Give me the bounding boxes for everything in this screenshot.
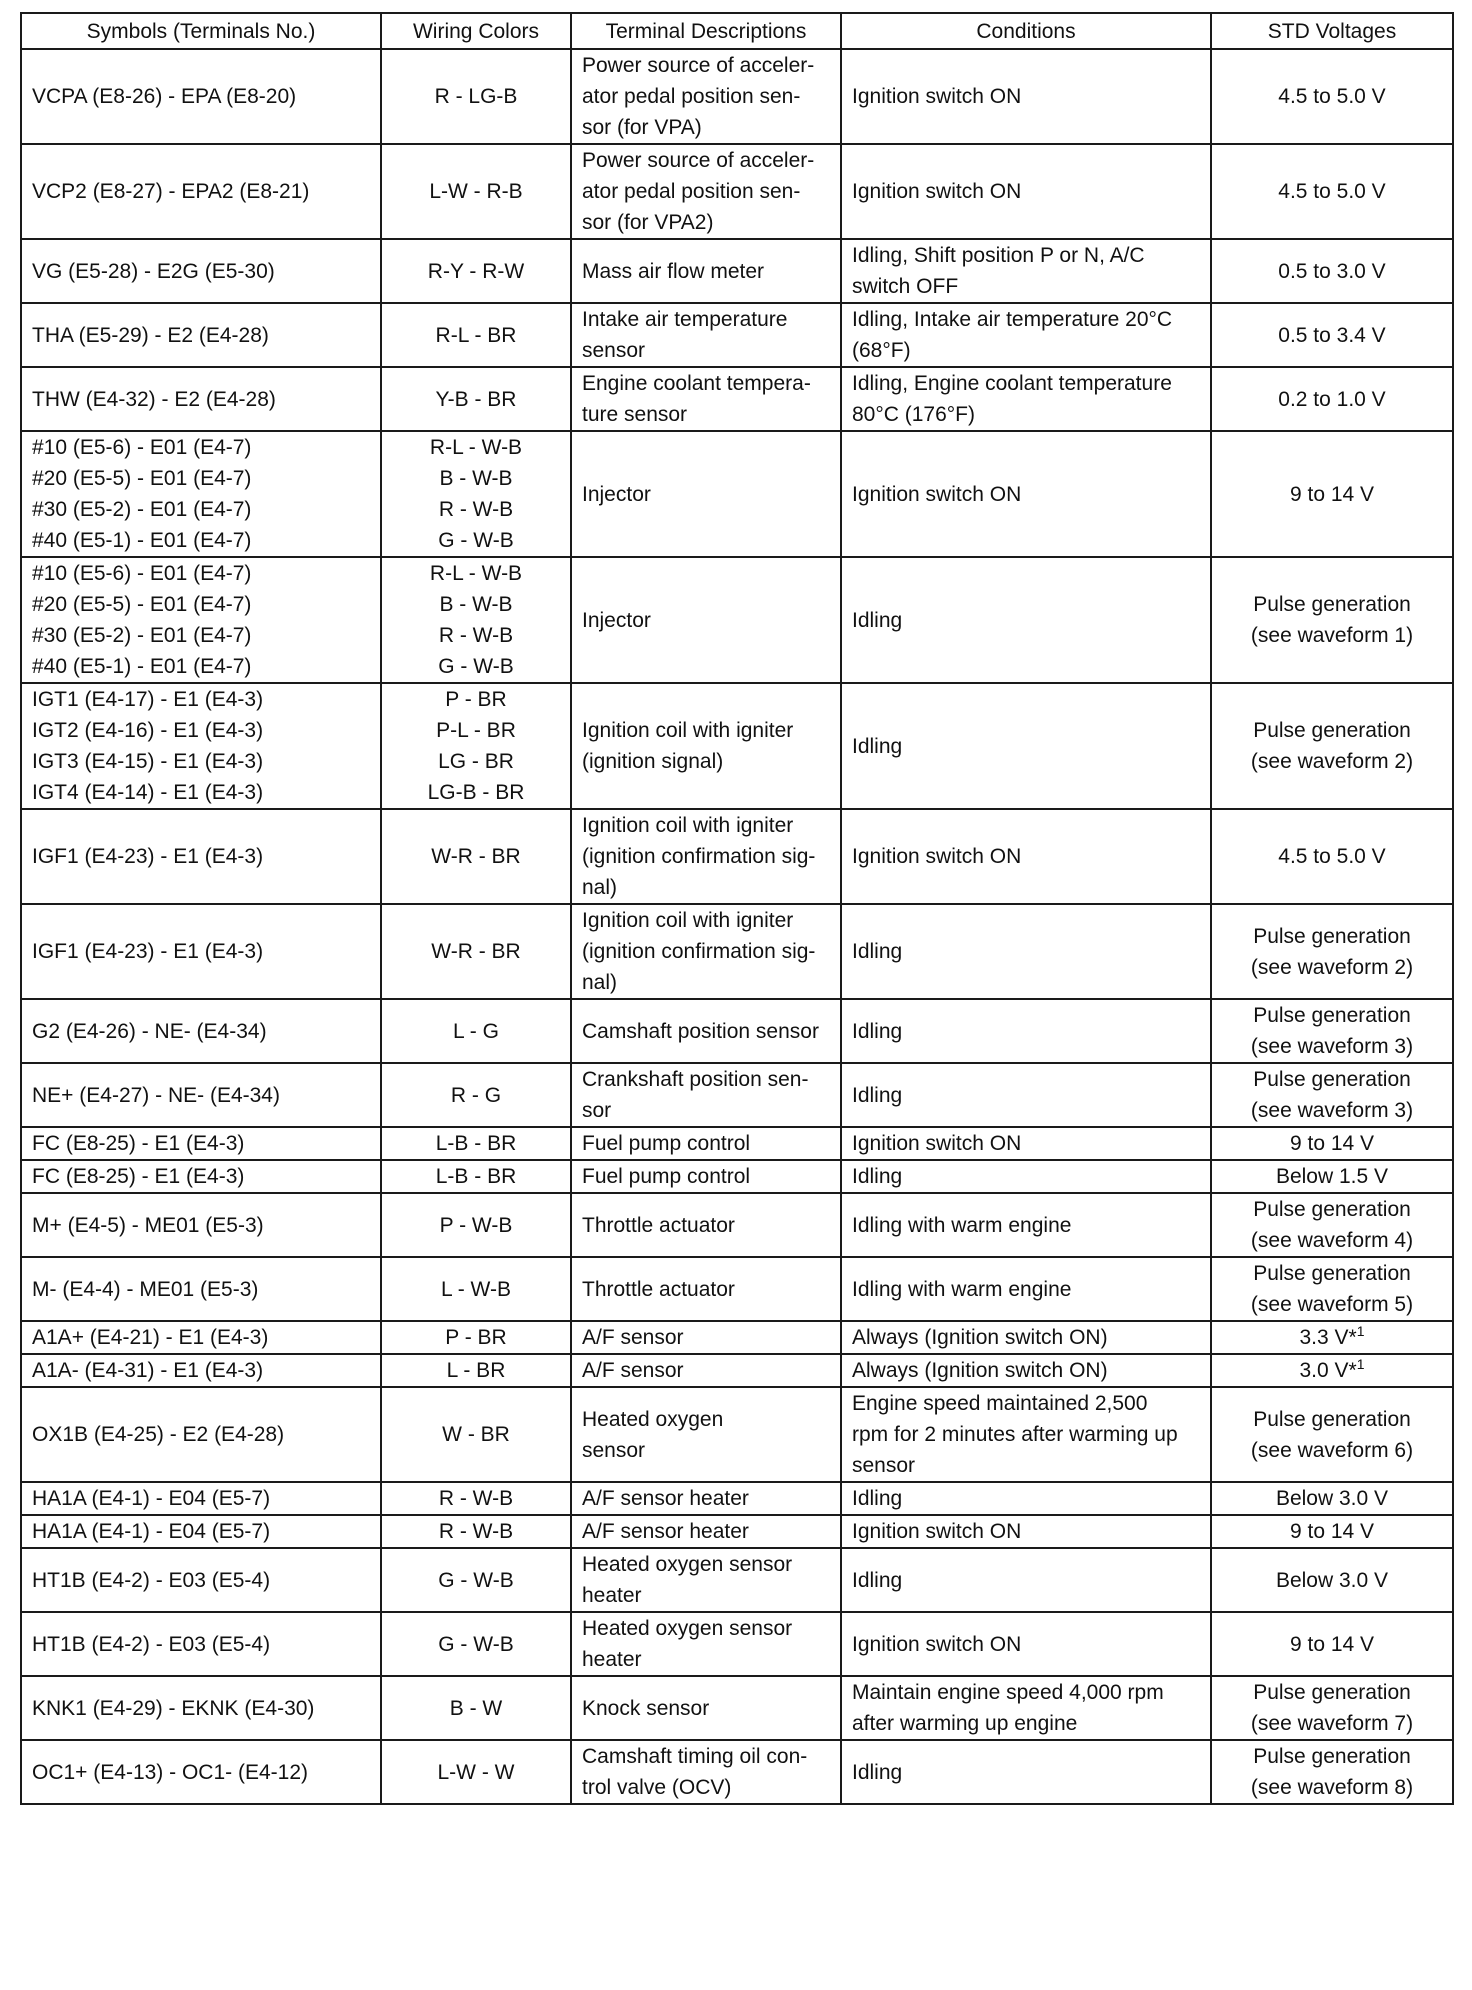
symbol-cell-text: FC (E8-25) - E1 (E4-3) [32,1132,245,1155]
symbol-cell [21,1612,381,1676]
std-voltage-cell [1211,1063,1453,1127]
symbol-cell [21,1257,381,1321]
symbol-cell [21,1354,381,1387]
condition-cell [841,239,1211,303]
condition-cell [841,1354,1211,1387]
terminal-description-cell [571,1515,841,1548]
terminal-description-cell-text: Throttle actuator [582,1213,735,1237]
terminal-description-cell-text: A/F sensor heater [582,1520,749,1543]
table-row [21,1321,1453,1354]
std-voltage-cell-text: 0.5 to 3.0 V [1278,259,1386,283]
table-row [21,1160,1453,1193]
symbol-cell [21,367,381,431]
condition-cell [841,999,1211,1063]
condition-cell [841,144,1211,239]
std-voltage-cell [1211,431,1453,557]
wiring-color-cell [381,239,571,303]
terminal-description-cell [571,49,841,144]
wiring-color-cell [381,49,571,144]
wiring-color-cell-text: L-W - R-B [429,180,523,203]
terminal-description-cell [571,1063,841,1127]
terminal-description-cell-text: A/F sensor [582,1359,684,1382]
wiring-color-cell-text: R - W-B [438,1487,514,1510]
terminal-description-cell [571,1257,841,1321]
symbol-cell-text: #10 (E5-6) - E01 (E4-7) #20 (E5-5) - E01 (E4-7) #30 (E5-2) - E01 (E4-7) #40 (E5-1) - E01 (E4-7) [32,562,252,678]
std-voltage-cell-text: 9 to 14 V [1289,482,1375,506]
symbol-cell [21,557,381,683]
terminal-description-cell-text: Ignition coil with igniter (ignition signal) [582,719,794,773]
std-voltage-cell-text: Pulse generation (see waveform 3) [1250,1068,1414,1122]
std-voltage-cell-text: 4.5 to 5.0 V [1278,180,1386,203]
table-header [21,13,1453,49]
terminal-description-cell-text: Crankshaft position sen- sor [582,1068,809,1122]
terminal-description-cell-text: Fuel pump control [582,1165,751,1188]
wiring-color-cell [381,557,571,683]
symbol-cell-text: #10 (E5-6) - E01 (E4-7) #20 (E5-5) - E01 (E4-7) #30 (E5-2) - E01 (E4-7) #40 (E5-1) - E01 (E4-7) [32,436,252,552]
table-row [21,809,1453,904]
std-voltage-cell-text: Pulse generation (see waveform 5) [1250,1262,1414,1316]
terminal-description-cell [571,303,841,367]
wiring-color-cell-text: L - BR [446,1359,506,1382]
std-voltage-cell [1211,683,1453,809]
terminal-description-cell [571,1740,841,1804]
symbol-cell-text: KNK1 (E4-29) - EKNK (E4-30) [32,1696,315,1720]
wiring-color-cell [381,1321,571,1354]
condition-cell-text: Idling, Shift position P or N, A/C switch OFF [852,244,1145,298]
terminal-voltage-table [20,12,1454,1805]
table-row [21,1354,1453,1387]
terminal-description-cell-text: Ignition coil with igniter (ignition confirmation sig- nal) [582,814,816,899]
condition-cell-text: Idling, Engine coolant temperature 80°C (176°F) [852,372,1172,426]
condition-cell-text: Idling, Intake air temperature 20°C (68°F) [852,308,1173,362]
terminal-description-cell [571,1612,841,1676]
condition-cell [841,1612,1211,1676]
std-voltage-cell [1211,144,1453,239]
header-terminal-descriptions: Terminal Descriptions [571,13,841,49]
condition-cell [841,1321,1211,1354]
table-row [21,49,1453,144]
std-voltage-cell-text: 9 to 14 V [1289,1132,1375,1155]
terminal-description-cell-text: A/F sensor heater [582,1487,749,1510]
symbol-cell-text: FC (E8-25) - E1 (E4-3) [32,1165,245,1188]
std-voltage-cell-text: Pulse generation (see waveform 3) [1250,1004,1414,1058]
terminal-description-cell [571,904,841,999]
std-voltage-cell [1211,809,1453,904]
wiring-color-cell-text: R-L - BR [435,323,517,347]
condition-cell-text: Idling [852,1083,903,1107]
header-row [21,13,1453,49]
wiring-color-cell-text: L-W - W [437,1760,515,1784]
table-row [21,431,1453,557]
std-voltage-cell [1211,303,1453,367]
condition-cell-text: Idling with warm engine [852,1213,1072,1237]
symbol-cell-text: IGF1 (E4-23) - E1 (E4-3) [32,940,264,963]
condition-cell [841,1063,1211,1127]
wiring-color-cell [381,1193,571,1257]
condition-cell [841,557,1211,683]
wiring-color-cell-text: W-R - BR [431,940,521,963]
wiring-color-cell [381,367,571,431]
std-voltage-cell [1211,239,1453,303]
condition-cell [841,1257,1211,1321]
symbol-cell [21,1676,381,1740]
terminal-description-cell-text: Intake air temperature sensor [582,308,788,362]
std-voltage-cell [1211,1515,1453,1548]
symbol-cell-text: IGF1 (E4-23) - E1 (E4-3) [32,845,264,868]
terminal-description-cell [571,1676,841,1740]
std-voltage-cell [1211,1676,1453,1740]
std-voltage-cell-text: Below 1.5 V [1275,1165,1389,1188]
std-voltage-cell-text: 0.2 to 1.0 V [1278,387,1386,411]
symbol-cell-text: A1A- (E4-31) - E1 (E4-3) [32,1359,264,1382]
condition-cell-text: Always (Ignition switch ON) [852,1326,1108,1349]
terminal-description-cell-text: Ignition coil with igniter (ignition confirmation sig- nal) [582,909,816,994]
terminal-description-cell [571,557,841,683]
terminal-description-cell-text: Mass air flow meter [582,259,765,283]
symbol-cell [21,49,381,144]
terminal-description-cell [571,1321,841,1354]
symbol-cell [21,1063,381,1127]
terminal-description-cell-text: Camshaft position sensor [582,1019,819,1043]
std-voltage-cell-text: Below 3.0 V [1275,1487,1389,1510]
terminal-description-cell [571,1160,841,1193]
condition-cell-text: Idling [852,940,903,963]
std-voltage-cell [1211,1482,1453,1515]
terminal-description-cell-text: Heated oxygen sensor [582,1407,724,1462]
footnote-marker: 1 [1356,1323,1365,1339]
condition-cell-text: Idling [852,1487,903,1510]
footnote-marker: 1 [1356,1356,1365,1372]
condition-cell [841,1548,1211,1612]
condition-cell-text: Ignition switch ON [852,482,1022,506]
table-row [21,557,1453,683]
symbol-cell [21,1127,381,1160]
symbol-cell [21,431,381,557]
terminal-description-cell-text: Injector [582,608,651,632]
wiring-color-cell [381,1612,571,1676]
condition-cell-text: Idling [852,608,903,632]
std-voltage-cell [1211,1257,1453,1321]
symbol-cell [21,1740,381,1804]
symbol-cell-text: OC1+ (E4-13) - OC1- (E4-12) [32,1760,308,1784]
wiring-color-cell [381,1676,571,1740]
wiring-color-cell-text: R-L - W-B B - W-B R - W-B G - W-B [429,436,523,552]
condition-cell [841,49,1211,144]
condition-cell-text: Maintain engine speed 4,000 rpm after warming up engine [852,1681,1164,1735]
table-row [21,1387,1453,1482]
symbol-cell-text: HA1A (E4-1) - E04 (E5-7) [32,1520,271,1543]
condition-cell-text: Ignition switch ON [852,845,1022,868]
terminal-description-cell [571,809,841,904]
std-voltage-cell [1211,1193,1453,1257]
symbol-cell [21,1193,381,1257]
wiring-color-cell [381,1740,571,1804]
condition-cell [841,683,1211,809]
wiring-color-cell [381,1482,571,1515]
wiring-color-cell-text: L - G [453,1019,499,1043]
symbol-cell-text: THW (E4-32) - E2 (E4-28) [32,387,276,411]
std-voltage-cell [1211,999,1453,1063]
header-std-voltages: STD Voltages [1211,13,1453,49]
wiring-color-cell-text: L - W-B [440,1277,511,1301]
condition-cell-text: Ignition switch ON [852,1132,1022,1155]
wiring-color-cell-text: B - W [449,1696,503,1720]
table-row [21,1740,1453,1804]
table-row [21,683,1453,809]
symbol-cell-text: M+ (E4-5) - ME01 (E5-3) [32,1213,264,1237]
symbol-cell [21,904,381,999]
terminal-description-cell-text: Heated oxygen sensor heater [582,1617,793,1671]
std-voltage-cell-text: Below 3.0 V [1275,1568,1389,1592]
condition-cell [841,1482,1211,1515]
terminal-description-cell-text: Knock sensor [582,1696,710,1720]
wiring-color-cell-text: R-L - W-B B - W-B R - W-B G - W-B [429,562,523,678]
table-row [21,367,1453,431]
condition-cell [841,431,1211,557]
std-voltage-cell [1211,1740,1453,1804]
wiring-color-cell-text: P - W-B [439,1213,513,1237]
symbol-cell-text: THA (E5-29) - E2 (E4-28) [32,323,269,347]
symbol-cell-text: HT1B (E4-2) - E03 (E5-4) [32,1568,271,1592]
terminal-description-cell [571,1354,841,1387]
condition-cell [841,904,1211,999]
symbol-cell-text: G2 (E4-26) - NE- (E4-34) [32,1019,267,1043]
condition-cell [841,1160,1211,1193]
table-row [21,1257,1453,1321]
wiring-color-cell [381,303,571,367]
wiring-color-cell-text: Y-B - BR [435,387,517,411]
wiring-color-cell [381,904,571,999]
wiring-color-cell-text: G - W-B [438,1632,514,1656]
header-wiring-colors: Wiring Colors [381,13,571,49]
std-voltage-cell [1211,1127,1453,1160]
std-voltage-cell-text: 3.3 V* [1299,1326,1357,1349]
terminal-description-cell-text: Camshaft timing oil con- trol valve (OCV) [582,1745,808,1799]
header-conditions: Conditions [841,13,1211,49]
condition-cell-text: Engine speed maintained 2,500 rpm for 2 minutes after warming up sensor [852,1392,1178,1477]
wiring-color-cell-text: G - W-B [438,1568,514,1592]
table-row [21,239,1453,303]
wiring-color-cell [381,431,571,557]
terminal-description-cell-text: Injector [582,482,651,506]
symbol-cell-text: VCP2 (E8-27) - EPA2 (E8-21) [32,180,310,203]
condition-cell [841,1676,1211,1740]
symbol-cell [21,303,381,367]
std-voltage-cell [1211,904,1453,999]
std-voltage-cell [1211,1354,1453,1387]
terminal-description-cell [571,1548,841,1612]
terminal-description-cell-text: Fuel pump control [582,1132,751,1155]
terminal-description-cell-text: Power source of acceler- ator pedal position sen- sor (for VPA) [582,54,815,139]
wiring-color-cell [381,1127,571,1160]
wiring-color-cell [381,1257,571,1321]
std-voltage-cell [1211,1321,1453,1354]
symbol-cell-text: NE+ (E4-27) - NE- (E4-34) [32,1083,280,1107]
condition-cell-text: Ignition switch ON [852,180,1022,203]
condition-cell [841,1127,1211,1160]
condition-cell [841,1740,1211,1804]
std-voltage-cell-text: Pulse generation (see waveform 2) [1250,924,1414,979]
std-voltage-cell [1211,49,1453,144]
condition-cell-text: Idling with warm engine [852,1277,1072,1301]
symbol-cell [21,1160,381,1193]
terminal-description-cell-text: Power source of acceler- ator pedal position sen- sor (for VPA2) [582,149,815,234]
condition-cell-text: Idling [852,734,903,758]
symbol-cell [21,1321,381,1354]
condition-cell [841,809,1211,904]
condition-cell-text: Ignition switch ON [852,1520,1022,1543]
wiring-color-cell-text: L-B - BR [435,1165,517,1188]
std-voltage-cell [1211,1548,1453,1612]
table-body [21,49,1453,1804]
wiring-color-cell [381,1063,571,1127]
wiring-color-cell [381,1515,571,1548]
std-voltage-cell-text: Pulse generation (see waveform 6) [1250,1407,1414,1462]
symbol-cell-text: M- (E4-4) - ME01 (E5-3) [32,1277,259,1301]
symbol-cell [21,809,381,904]
condition-cell-text: Idling [852,1019,903,1043]
wiring-color-cell [381,1354,571,1387]
wiring-color-cell-text: R - LG-B [434,85,518,108]
condition-cell-text: Idling [852,1760,903,1784]
terminal-description-cell [571,1482,841,1515]
symbol-cell [21,1387,381,1482]
wiring-color-cell [381,144,571,239]
condition-cell [841,303,1211,367]
symbol-cell [21,1548,381,1612]
terminal-description-cell [571,431,841,557]
std-voltage-cell-text: 0.5 to 3.4 V [1278,323,1386,347]
terminal-description-cell-text: A/F sensor [582,1326,684,1349]
table-row [21,1612,1453,1676]
std-voltage-cell-text: Pulse generation (see waveform 1) [1250,593,1414,647]
terminal-description-cell [571,239,841,303]
std-voltage-cell-text: 3.0 V* [1299,1359,1357,1382]
std-voltage-cell-text: 4.5 to 5.0 V [1278,85,1386,108]
symbol-cell-text: HT1B (E4-2) - E03 (E5-4) [32,1632,271,1656]
std-voltage-cell [1211,367,1453,431]
table-row [21,1515,1453,1548]
std-voltage-cell-text: 4.5 to 5.0 V [1278,845,1386,868]
condition-cell-text: Always (Ignition switch ON) [852,1359,1108,1382]
header-symbols: Symbols (Terminals No.) [21,13,381,49]
terminal-description-cell [571,1387,841,1482]
std-voltage-cell-text: Pulse generation (see waveform 2) [1250,719,1414,773]
terminal-description-cell [571,683,841,809]
wiring-color-cell [381,1387,571,1482]
table-row [21,1676,1453,1740]
terminal-description-cell-text: Heated oxygen sensor heater [582,1553,793,1607]
symbol-cell-text: HA1A (E4-1) - E04 (E5-7) [32,1487,271,1510]
condition-cell-text: Ignition switch ON [852,1632,1022,1656]
wiring-color-cell-text: R-Y - R-W [427,259,525,283]
symbol-cell [21,144,381,239]
table-row [21,1063,1453,1127]
std-voltage-cell-text: 9 to 14 V [1289,1632,1375,1656]
terminal-description-cell [571,1127,841,1160]
terminal-description-cell [571,144,841,239]
symbol-cell-text: OX1B (E4-25) - E2 (E4-28) [32,1423,285,1446]
symbol-cell [21,1482,381,1515]
condition-cell [841,367,1211,431]
wiring-color-cell-text: W - BR [442,1423,510,1446]
wiring-color-cell-text: P - BR P-L - BR LG - BR LG-B - BR [427,688,525,804]
condition-cell [841,1193,1211,1257]
wiring-color-cell-text: W-R - BR [431,845,521,868]
std-voltage-cell-text: Pulse generation (see waveform 7) [1250,1681,1414,1735]
condition-cell-text: Idling [852,1165,903,1188]
condition-cell [841,1515,1211,1548]
std-voltage-cell [1211,1160,1453,1193]
wiring-color-cell-text: P - BR [445,1326,507,1349]
wiring-color-cell-text: L-B - BR [435,1132,517,1155]
wiring-color-cell-text: R - G [450,1083,502,1107]
table-row [21,1548,1453,1612]
symbol-cell-text: IGT1 (E4-17) - E1 (E4-3) IGT2 (E4-16) - E1 (E4-3) IGT3 (E4-15) - E1 (E4-3) IGT4 (E4-14) - E1 (E4-3) [32,688,264,804]
terminal-description-cell [571,367,841,431]
condition-cell-text: Ignition switch ON [852,85,1022,108]
std-voltage-cell [1211,1612,1453,1676]
symbol-cell-text: VCPA (E8-26) - EPA (E8-20) [32,85,297,108]
wiring-color-cell [381,1160,571,1193]
wiring-color-cell-text: R - W-B [438,1520,514,1543]
wiring-color-cell [381,999,571,1063]
terminal-description-cell [571,999,841,1063]
symbol-cell-text: VG (E5-28) - E2G (E5-30) [32,259,275,283]
std-voltage-cell-text: Pulse generation (see waveform 4) [1250,1198,1414,1252]
symbol-cell [21,239,381,303]
std-voltage-cell-text: Pulse generation (see waveform 8) [1250,1745,1414,1799]
wiring-color-cell [381,683,571,809]
table-row [21,1193,1453,1257]
symbol-cell [21,1515,381,1548]
std-voltage-cell [1211,557,1453,683]
symbol-cell [21,683,381,809]
condition-cell-text: Idling [852,1568,903,1592]
symbol-cell-text: A1A+ (E4-21) - E1 (E4-3) [32,1326,269,1349]
condition-cell [841,1387,1211,1482]
table-row [21,904,1453,999]
table-row [21,144,1453,239]
table-row [21,303,1453,367]
symbol-cell [21,999,381,1063]
table-row [21,999,1453,1063]
table-row [21,1127,1453,1160]
wiring-color-cell [381,1548,571,1612]
terminal-description-cell-text: Throttle actuator [582,1277,735,1301]
std-voltage-cell [1211,1387,1453,1482]
table-row [21,1482,1453,1515]
wiring-color-cell [381,809,571,904]
terminal-description-cell [571,1193,841,1257]
terminal-description-cell-text: Engine coolant tempera- ture sensor [582,372,811,426]
std-voltage-cell-text: 9 to 14 V [1289,1520,1375,1543]
